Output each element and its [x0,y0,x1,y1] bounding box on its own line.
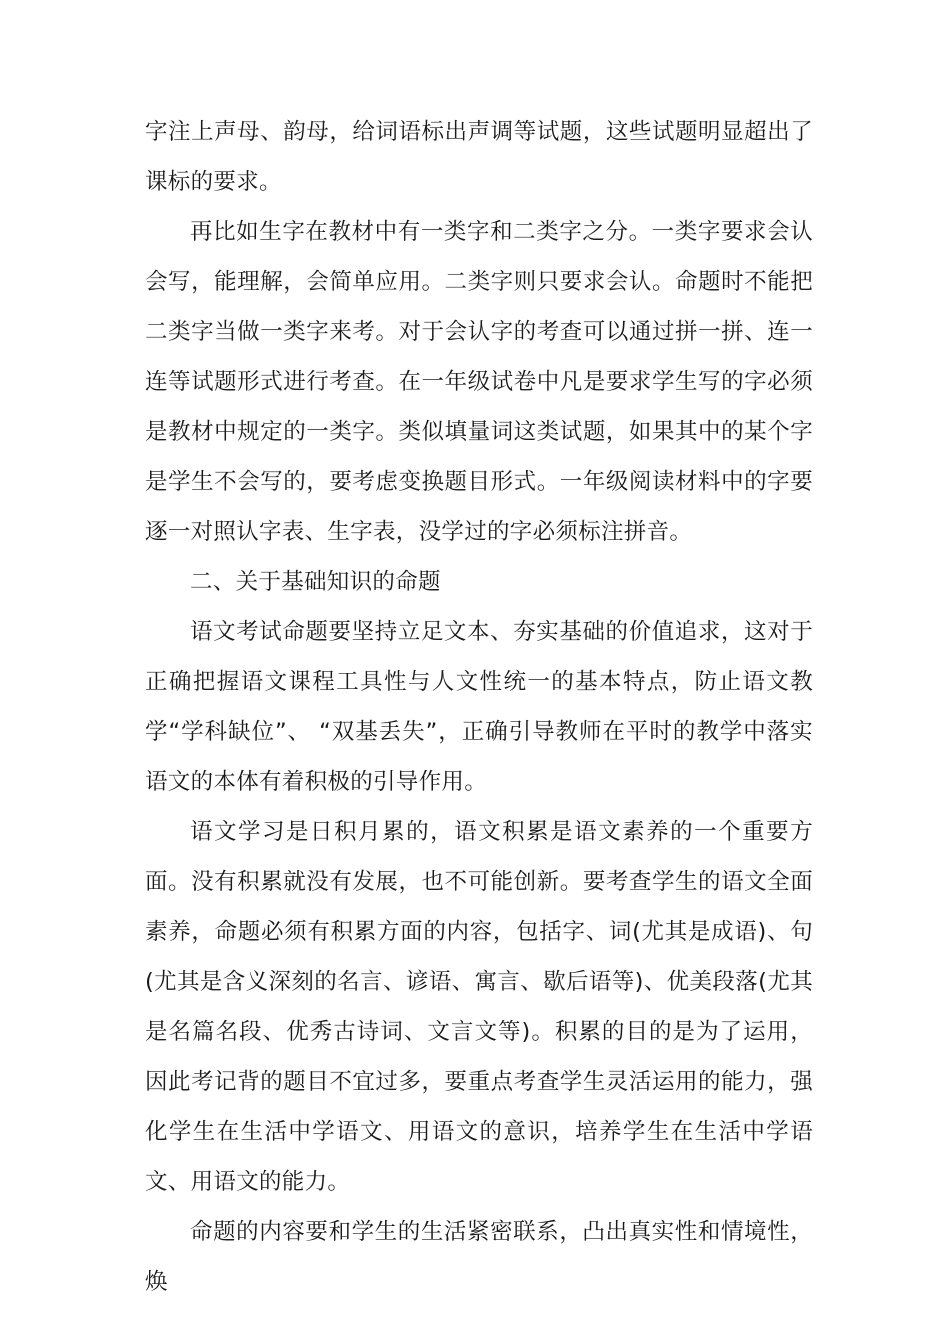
section-heading: 二、关于基础知识的命题 [190,569,441,595]
paragraph-5: 命题的内容要和学生的生活紧密联系，凸出真实性和情境性，焕 [145,1219,813,1295]
paragraph-2: 再比如生字在教材中有一类字和二类字之分。一类字要求会认会写，能理解，会简单应用。二类字则只要求会认。命题时不能把二类字当做一类字来考。对于会认字的考查可以通过拼一拼、连一连等试题形式进行考查。在一年级试卷中凡是要求学生写的字必须是教材中规定的一类字。类似填量词这类试题，如果其中的某个字是学生不会写的，要考虑变换题目形式。一年级阅读材料中的字要逐一对照认字表、生字表，没学过的字必须标注拼音。 [145,219,813,545]
paragraph-4: 语文学习是日积月累的，语文积累是语文素养的一个重要方面。没有积累就没有发展，也不可能创新。要考查学生的语文全面素养，命题必须有积累方面的内容，包括字、词(尤其是成语)、句(尤其是含义深刻的名言、谚语、寓言、歇后语等)、优美段落(尤其是名篇名段、优秀古诗词、文言文等)。积累的目的是为了运用，因此考记背的题目不宜过多，要重点考查学生灵活运用的能力，强化学生在生活中学语文、用语文的意识，培养学生在生活中学语文、用语文的能力。 [145,819,813,1195]
paragraph-1: 字注上声母、韵母，给词语标出声调等试题，这些试题明显超出了课标的要求。 [145,119,813,195]
document-body [145,107,813,1307]
paragraph-3: 语文考试命题要坚持立足文本、夯实基础的价值追求，这对于正确把握语文课程工具性与人文性统一的基本特点，防止语文教学“学科缺位”、 “双基丢失”，正确引导教师在平时的教学中落实语文的本体有着积极的引导作用。 [145,619,813,795]
